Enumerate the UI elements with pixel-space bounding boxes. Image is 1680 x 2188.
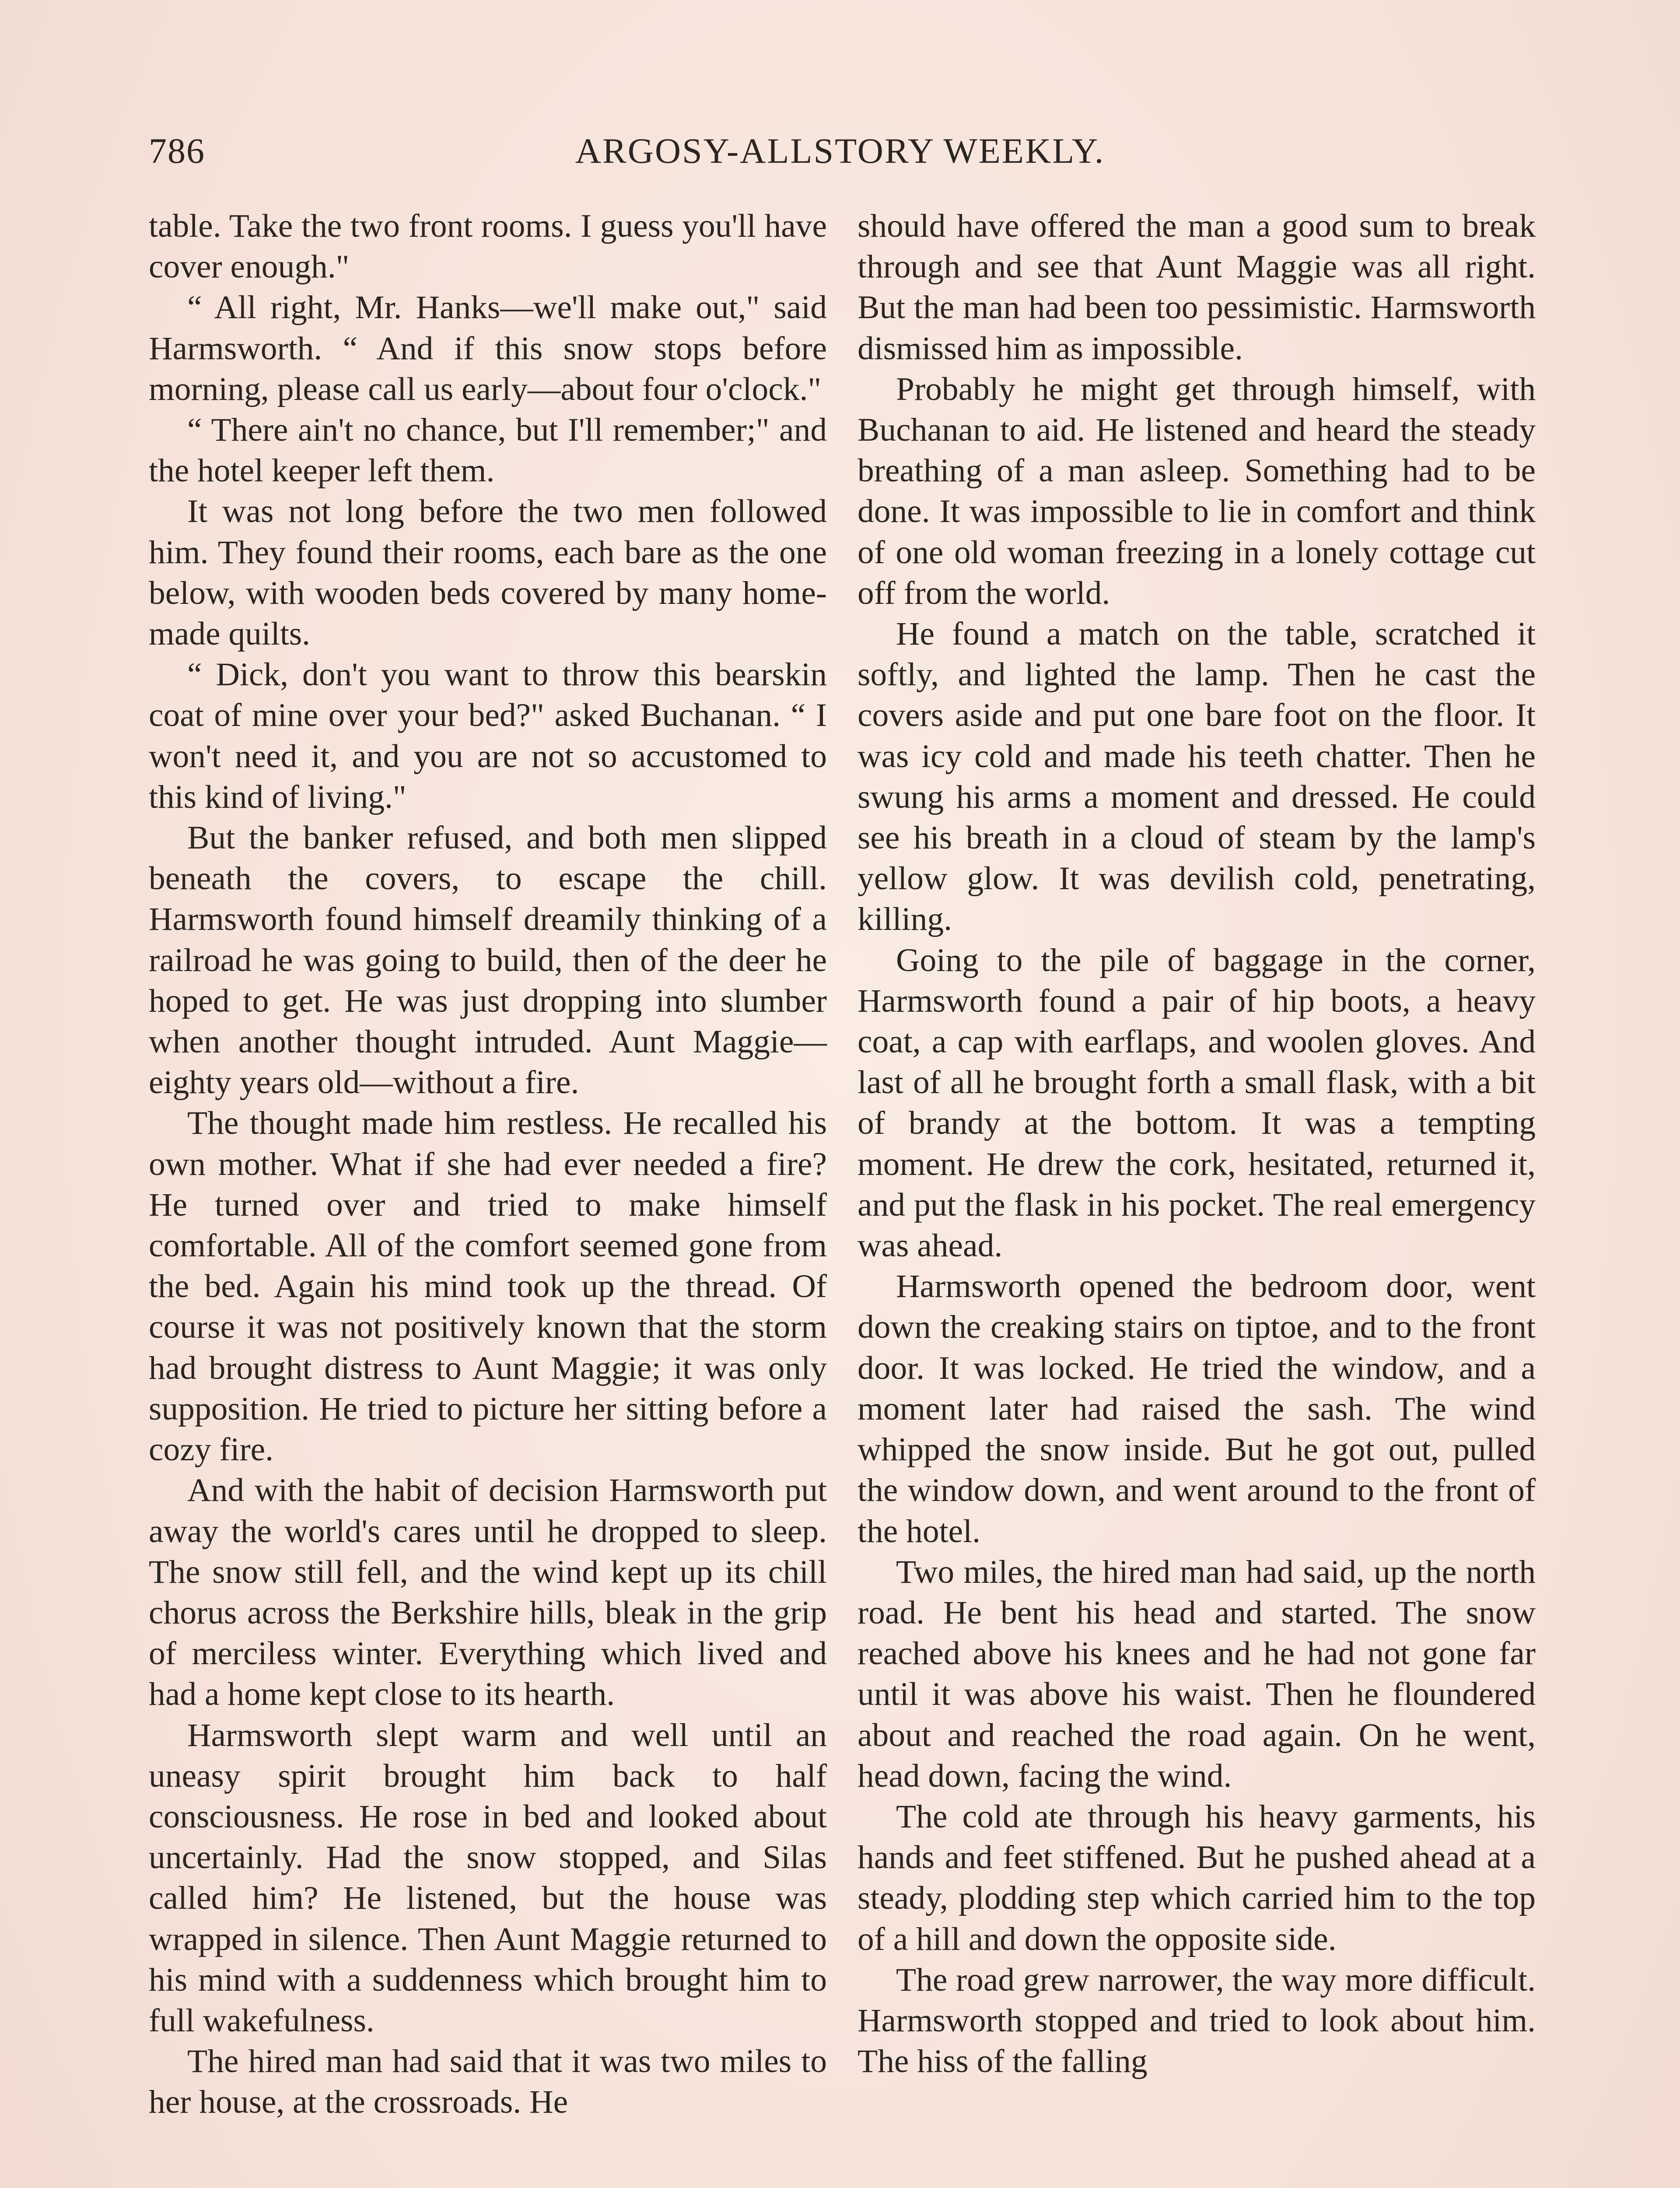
paragraph: The thought made him restless. He recalled his own mother. What if she had ever needed a fire? He turned over and tried to make himself comfortable. All of the comfort seemed gone from the bed. Again his mind took up the thread. Of course it was not positively known that the storm had brought distress to Aunt Maggie; it was only supposition. He tried to picture her sitting before a cozy fire. bbox=[149, 1105, 827, 1468]
paragraph: But the banker refused, and both men slipped beneath the covers, to escape the chill. Harmsworth found himself dreamily thinking of a railroad he was going to build, then of the deer he hoped to get. He was just dropping into slumber when another thought intruded. Aunt Maggie—eighty years old—without a fire. bbox=[149, 820, 827, 1101]
paragraph: “ Dick, don't you want to throw this bearskin coat of mine over your bed?" asked Buchanan. “ I won't need it, and you are not so accustomed to this kind of living." bbox=[149, 656, 827, 815]
page-number: 786 bbox=[149, 131, 205, 171]
paragraph: “ There ain't no chance, but I'll remember;" and the hotel keeper left them. bbox=[149, 412, 827, 489]
paragraph: Two miles, the hired man had said, up the north road. He bent his head and started. The snow reached above his knees and he had not gone far until it was above his waist. Then he floundered about and reached the road again. On he went, head down, facing the wind. bbox=[858, 1553, 1536, 1794]
paragraph: The road grew narrower, the way more difficult. Harmsworth stopped and tried to look about him. The hiss of the falling bbox=[858, 1961, 1536, 2080]
paragraph: And with the habit of decision Harmsworth put away the world's cares until he dropped to sleep. The snow still fell, and the wind kept up its chill chorus across the Berkshire hills, bleak in the grip of merciless winter. Everything which lived and had a home kept close to its hearth. bbox=[149, 1472, 827, 1713]
left-column bbox=[149, 206, 827, 2123]
paragraph: Going to the pile of baggage in the corner, Harmsworth found a pair of hip boots, a heavy coat, a cap with earflaps, and woolen gloves. And last of all he brought forth a small flask, with a bit of brandy at the bottom. It was a tempting moment. He drew the cork, hesitated, returned it, and put the flask in his pocket. The real emergency was ahead. bbox=[858, 942, 1536, 1264]
paragraph: “ All right, Mr. Hanks—we'll make out," said Harmsworth. “ And if this snow stops before morning, please call us early—about four o'clock." bbox=[149, 289, 827, 407]
paragraph: Probably he might get through himself, with Buchanan to aid. He listened and heard the steady breathing of a man asleep. Something had to be done. It was impossible to lie in comfort and think of one old woman freezing in a lonely cottage cut off from the world. bbox=[858, 371, 1536, 611]
paragraph: Harmsworth opened the bedroom door, went down the creaking stairs on tiptoe, and to the front door. It was locked. He tried the window, and a moment later had raised the sash. The wind whipped the snow inside. But he got out, pulled the window down, and went around to the front of the hotel. bbox=[858, 1268, 1536, 1550]
right-column bbox=[858, 206, 1536, 2082]
paragraph: The hired man had said that it was two miles to her house, at the crossroads. He bbox=[149, 2043, 827, 2121]
paragraph: Harmsworth slept warm and well until an uneasy spirit brought him back to half consciousness. He rose in bed and looked about uncertainly. Had the snow stopped, and Silas called him? He listened, but the house was wrapped in silence. Then Aunt Maggie returned to his mind with a suddenness which brought him to full wakefulness. bbox=[149, 1717, 827, 2039]
running-title: ARGOSY-ALLSTORY WEEKLY. bbox=[575, 131, 1105, 171]
paragraph: table. Take the two front rooms. I guess you'll have cover enough." bbox=[149, 208, 827, 285]
paragraph: The cold ate through his heavy garments, his hands and feet stiffened. But he pushed ahead at a steady, plodding step which carried him to the top of a hill and down the opposite side. bbox=[858, 1798, 1536, 1957]
paragraph: He found a match on the table, scratched it softly, and lighted the lamp. Then he cast the covers aside and put one bare foot on the floor. It was icy cold and made his teeth chatter. Then he swung his arms a moment and dressed. He could see his breath in a cloud of steam by the lamp's yellow glow. It was devilish cold, penetrating, killing. bbox=[858, 616, 1536, 938]
paragraph: should have offered the man a good sum to break through and see that Aunt Maggie was all right. But the man had been too pessimistic. Harmsworth dismissed him as impossible. bbox=[858, 208, 1536, 367]
paragraph: It was not long before the two men followed him. They found their rooms, each bare as the one below, with wooden beds covered by many home-made quilts. bbox=[149, 493, 827, 652]
